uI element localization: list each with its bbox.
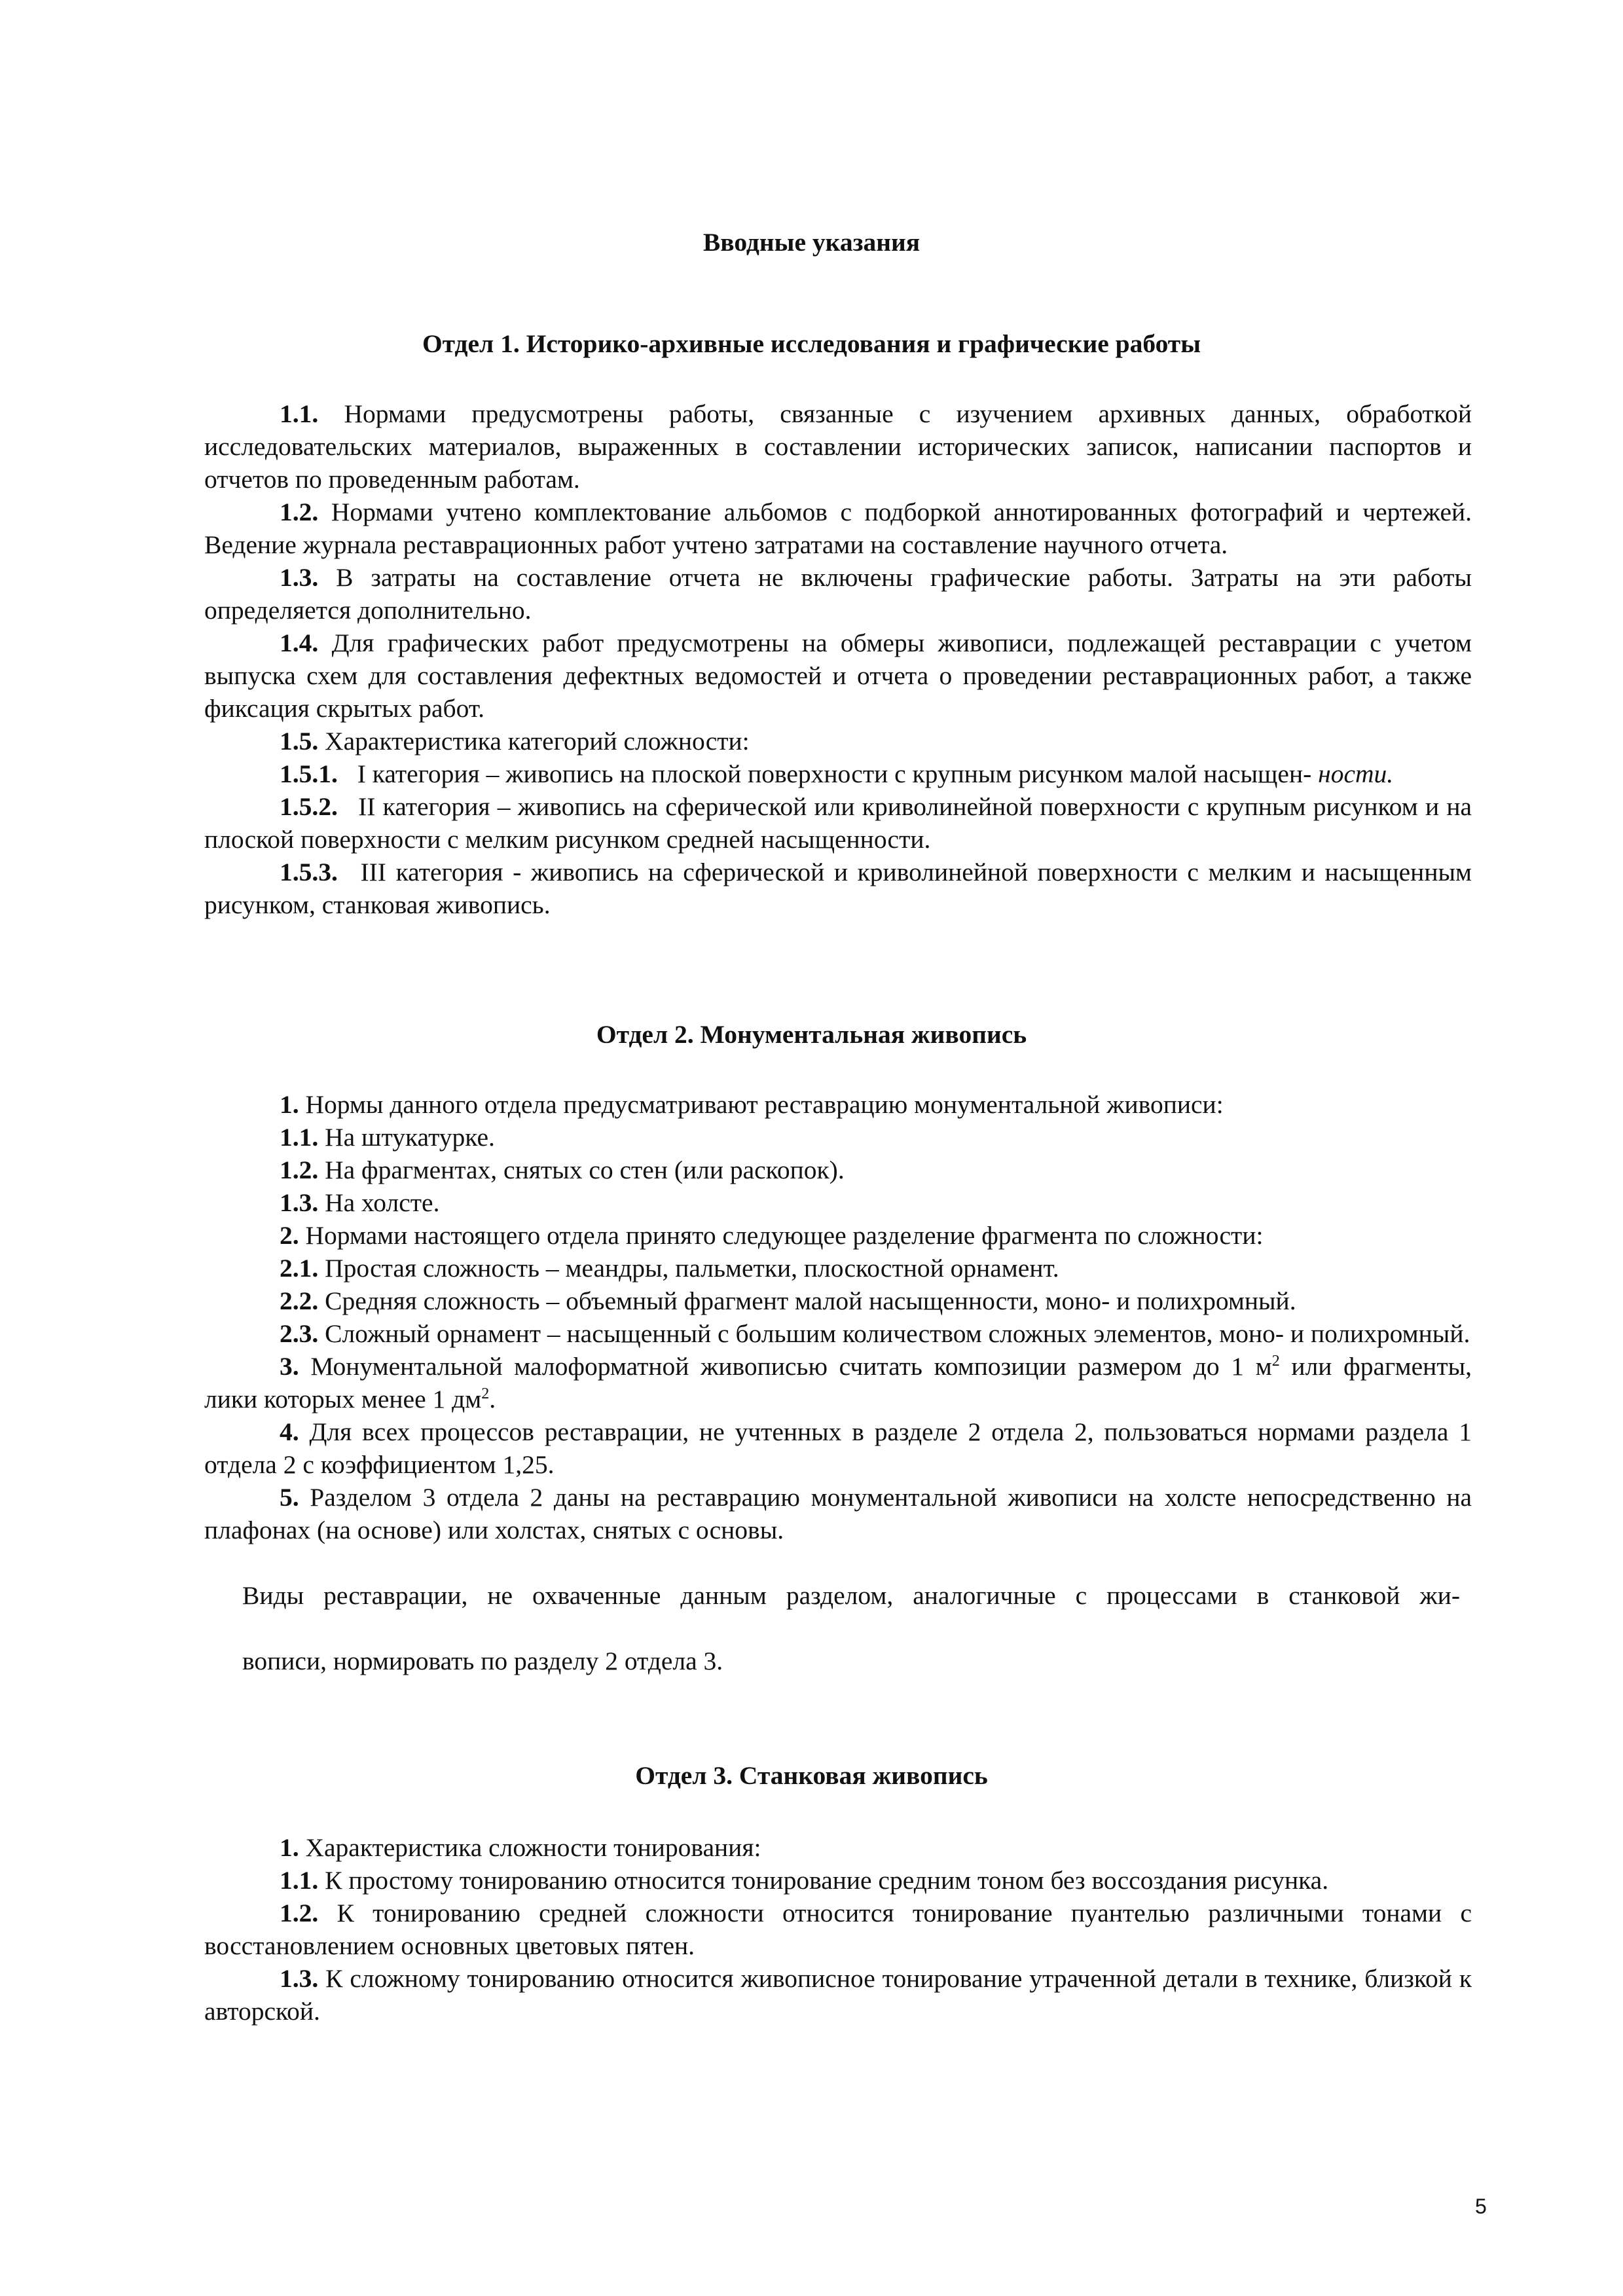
paragraph	[204, 1219, 1472, 1252]
item-text: .	[489, 1385, 496, 1413]
item-number: 1.	[280, 1833, 299, 1862]
item-text: Для всех процессов реставрации, не учтенных в разделе 2 отдела 2, пользоваться нормами раздела 1 отдела 2 с коэффициентом 1,25.	[204, 1417, 1472, 1479]
section-3-title: Отдел 3. Станковая живопись	[635, 1761, 988, 1790]
item-text: Нормами предусмотрены работы, связанные с изучением архивных данных, обработкой исследовательских материалов, выраженных в составлении исторических записок, написании паспортов и отчетов по проведенным работам.	[204, 399, 1472, 494]
item-number: 1.1.	[280, 1123, 319, 1152]
item-number: 3.	[280, 1352, 299, 1381]
item-text: К сложному тонированию относится живописное тонирование утраченной детали в технике, близкой к авторской.	[204, 1964, 1472, 2026]
item-text: В затраты на составление отчета не включены графические работы. Затраты на эти работы определяется дополнительно.	[204, 563, 1472, 625]
item-text: На штукатурке.	[325, 1123, 495, 1152]
section-2-note	[242, 1579, 1460, 1612]
paragraph	[204, 1962, 1472, 2028]
item-number: 1.2.	[280, 498, 319, 526]
item-text: Характеристика сложности тонирования:	[305, 1833, 761, 1862]
paragraph	[204, 397, 1472, 496]
item-number: 1.1.	[280, 399, 319, 428]
item-text: Нормами настоящего отдела принято следующее разделение фрагмента по сложности:	[305, 1221, 1264, 1250]
item-number: 1.2.	[280, 1156, 319, 1184]
item-text: I категория – живопись на плоской поверхности с крупным рисунком малой насыщен-	[357, 759, 1312, 788]
paragraph	[204, 1121, 1472, 1154]
item-text: На холсте.	[325, 1188, 440, 1217]
item-number: 1.5.1.	[280, 759, 338, 788]
item-text: Характеристика категорий сложности:	[325, 727, 750, 756]
item-number: 1.3.	[280, 1964, 319, 1993]
item-number: 1.5.	[280, 727, 319, 756]
note-line: вописи, нормировать по разделу 2 отдела 3.	[242, 1647, 723, 1675]
item-text: Средняя сложность – объемный фрагмент малой насыщенности, моно- и полихромный.	[325, 1286, 1296, 1315]
item-number: 1.5.2.	[280, 792, 338, 821]
paragraph	[204, 1831, 1472, 1864]
item-text: К тонированию средней сложности относится тонирование пуантелью различными тонами с восстановлением основных цветовых пятен.	[204, 1899, 1472, 1960]
item-text: Разделом 3 отдела 2 даны на реставрацию монументальной живописи на холсте непосредственно на плафонах (на основе) или холстах, снятых с основы.	[204, 1483, 1472, 1544]
section-2-note-continued	[242, 1645, 1460, 1677]
item-number: 1.	[280, 1090, 299, 1119]
paragraph	[204, 1481, 1472, 1546]
section-2-body	[204, 1088, 1472, 1546]
item-number: 2.	[280, 1221, 299, 1250]
item-text: или фрагменты, лики которых менее 1 дм	[204, 1352, 1472, 1413]
item-text: Простая сложность – меандры, пальметки, плоскостной орнамент.	[325, 1254, 1059, 1283]
item-text: Монументальной малоформатной живописью считать композиции размером до 1 м	[310, 1352, 1272, 1381]
item-text: II категория – живопись на сферической или криволинейной поверхности с крупным рисунком и на плоской поверхности с мелким рисунком средней насыщенности.	[204, 792, 1472, 854]
section-3-body	[204, 1831, 1472, 2028]
paragraph	[204, 1415, 1472, 1481]
paragraph	[204, 856, 1472, 921]
item-number: 1.5.3.	[280, 858, 338, 886]
item-text: III категория - живопись на сферической и криволинейной поверхности с мелким и насыщенным рисунком, станковая живопись.	[204, 858, 1472, 919]
note-line: Виды реставрации, не охваченные данным разделом, аналогичные с процессами в станковой жи-	[242, 1581, 1460, 1610]
item-text: Для графических работ предусмотрены на обмеры живописи, подлежащей реставрации с учетом выпуска схем для составления дефектных ведомостей и отчета о проведении реставрационных работ, а также фиксация скрытых работ.	[204, 629, 1472, 723]
page-heading: Вводные указания	[702, 228, 921, 257]
item-text: На фрагментах, снятых со стен (или раскопок).	[325, 1156, 845, 1184]
item-number: 2.1.	[280, 1254, 319, 1283]
section-1-body	[204, 397, 1472, 921]
paragraph	[204, 1285, 1472, 1317]
paragraph	[204, 1088, 1472, 1121]
item-number: 2.3.	[280, 1319, 319, 1348]
item-number: 2.2.	[280, 1286, 319, 1315]
item-text: К простому тонированию относится тонирование средним тоном без воссоздания рисунка.	[325, 1866, 1329, 1895]
paragraph	[204, 1317, 1472, 1350]
section-1-title: Отдел 1. Историко-архивные исследования и графические работы	[422, 329, 1201, 358]
paragraph	[204, 1252, 1472, 1285]
superscript: 2	[481, 1385, 490, 1402]
section-2-title: Отдел 2. Монументальная живопись	[596, 1020, 1027, 1049]
item-text-continuation: ности.	[1318, 759, 1394, 788]
paragraph	[204, 1154, 1472, 1186]
paragraph	[204, 496, 1472, 561]
item-number: 1.1.	[280, 1866, 319, 1895]
page-number: 5	[1475, 2195, 1487, 2218]
item-text: Нормами учтено комплектование альбомов с подборкой аннотированных фотографий и чертежей. Ведение журнала реставрационных работ учтено затратами на составление научного отчета.	[204, 498, 1472, 559]
item-number: 1.3.	[280, 1188, 319, 1217]
paragraph	[204, 1864, 1472, 1897]
item-number: 5.	[280, 1483, 299, 1512]
item-text: Нормы данного отдела предусматривают реставрацию монументальной живописи:	[305, 1090, 1224, 1119]
paragraph	[204, 1186, 1472, 1219]
paragraph	[204, 561, 1472, 627]
item-text: Сложный орнамент – насыщенный с большим количеством сложных элементов, моно- и полихромный.	[325, 1319, 1470, 1348]
item-number: 1.2.	[280, 1899, 319, 1927]
paragraph	[204, 1350, 1472, 1415]
superscript: 2	[1271, 1352, 1280, 1370]
paragraph	[204, 757, 1472, 790]
item-number: 1.3.	[280, 563, 319, 592]
paragraph	[204, 627, 1472, 725]
item-number: 4.	[280, 1417, 299, 1446]
item-number: 1.4.	[280, 629, 319, 657]
paragraph	[204, 725, 1472, 757]
paragraph	[204, 1897, 1472, 1962]
paragraph	[204, 790, 1472, 856]
